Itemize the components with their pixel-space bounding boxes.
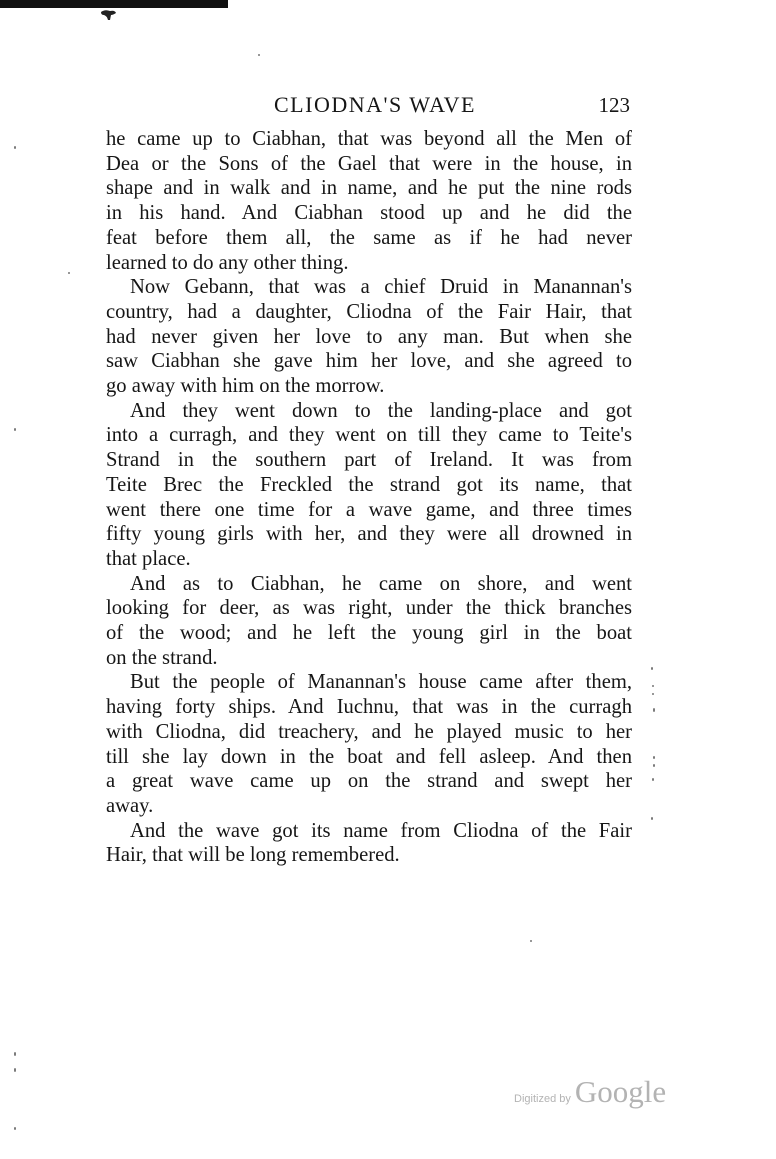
page-header xyxy=(106,92,630,122)
text-line: saw Ciabhan she gave him her love, and she agreed to xyxy=(106,350,632,373)
digitized-by-label: Digitized by xyxy=(514,1093,571,1105)
scan-speck xyxy=(651,817,653,820)
text-line: Strand in the southern part of Ireland. It was from xyxy=(106,449,632,472)
text-line: of the wood; and he left the young girl in the boat xyxy=(106,622,632,645)
digitized-watermark xyxy=(514,1074,666,1110)
scan-speck xyxy=(653,764,655,767)
text-line: had never given her love to any man. But when she xyxy=(106,325,632,348)
paragraph xyxy=(106,399,632,572)
text-line: went there one time for a wave game, and three times xyxy=(106,498,632,521)
text-line: And the wave got its name from Cliodna of the Fair xyxy=(130,819,632,842)
text-line: he came up to Ciabhan, that was beyond all the Men of xyxy=(106,128,632,150)
text-line: Hair, that will be long remembered. xyxy=(106,844,400,867)
scan-speck xyxy=(651,667,653,670)
body-text xyxy=(106,127,632,868)
text-line: into a curragh, and they went on till they came to Teite's xyxy=(106,424,632,447)
text-line: go away with him on the morrow. xyxy=(106,375,385,398)
text-line: feat before them all, the same as if he had never xyxy=(106,226,632,249)
text-line: shape and in walk and in name, and he put the nine rods xyxy=(106,177,632,200)
text-line: having forty ships. And Iuchnu, that was in the curragh xyxy=(106,696,632,719)
text-line: Now Gebann, that was a chief Druid in Manannan's xyxy=(130,276,632,299)
scan-speck xyxy=(530,940,532,942)
scan-speck xyxy=(14,428,16,431)
text-line: And they went down to the landing-place and got xyxy=(130,399,632,422)
text-line: till she lay down in the boat and fell asleep. And then xyxy=(106,745,632,768)
paragraph xyxy=(106,572,632,671)
text-line: on the strand. xyxy=(106,646,218,669)
text-line: that place. xyxy=(106,547,191,570)
scan-speck xyxy=(652,778,654,781)
scan-speck xyxy=(652,685,654,687)
scan-speck xyxy=(652,693,654,695)
paragraph xyxy=(106,670,632,818)
text-line: learned to do any other thing. xyxy=(106,251,349,274)
text-line: looking for deer, as was right, under the thick branches xyxy=(106,597,632,620)
scan-speck xyxy=(14,1052,16,1056)
scan-speck xyxy=(14,1127,16,1130)
paragraph xyxy=(106,819,632,868)
text-line: But the people of Manannan's house came after them, xyxy=(130,671,632,694)
scan-speck xyxy=(68,272,70,274)
text-line: And as to Ciabhan, he came on shore, and went xyxy=(130,572,632,595)
text-line: a great wave came up on the strand and swept her xyxy=(106,770,632,793)
ink-blot-mark xyxy=(100,9,118,21)
text-line: away. xyxy=(106,794,154,817)
text-line: in his hand. And Ciabhan stood up and he did the xyxy=(106,202,632,225)
text-line: with Cliodna, did treachery, and he played music to her xyxy=(106,720,632,743)
text-line: country, had a daughter, Cliodna of the Fair Hair, that xyxy=(106,300,632,323)
paragraph xyxy=(106,127,632,275)
running-title: CLIODNA'S WAVE xyxy=(274,92,476,117)
scan-speck xyxy=(258,54,260,56)
text-line: fifty young girls with her, and they were all drowned in xyxy=(106,523,632,546)
google-logo: Google xyxy=(574,1074,667,1109)
scan-speck xyxy=(14,146,16,149)
scan-speck xyxy=(653,708,655,712)
scan-edge-bar xyxy=(0,0,228,8)
scan-speck xyxy=(653,756,655,759)
paragraph xyxy=(106,275,632,399)
text-line: Teite Brec the Freckled the strand got its name, that xyxy=(106,473,632,496)
scan-speck xyxy=(14,1068,16,1072)
page-number: 123 xyxy=(598,93,630,117)
text-line: Dea or the Sons of the Gael that were in the house, in xyxy=(106,152,632,175)
